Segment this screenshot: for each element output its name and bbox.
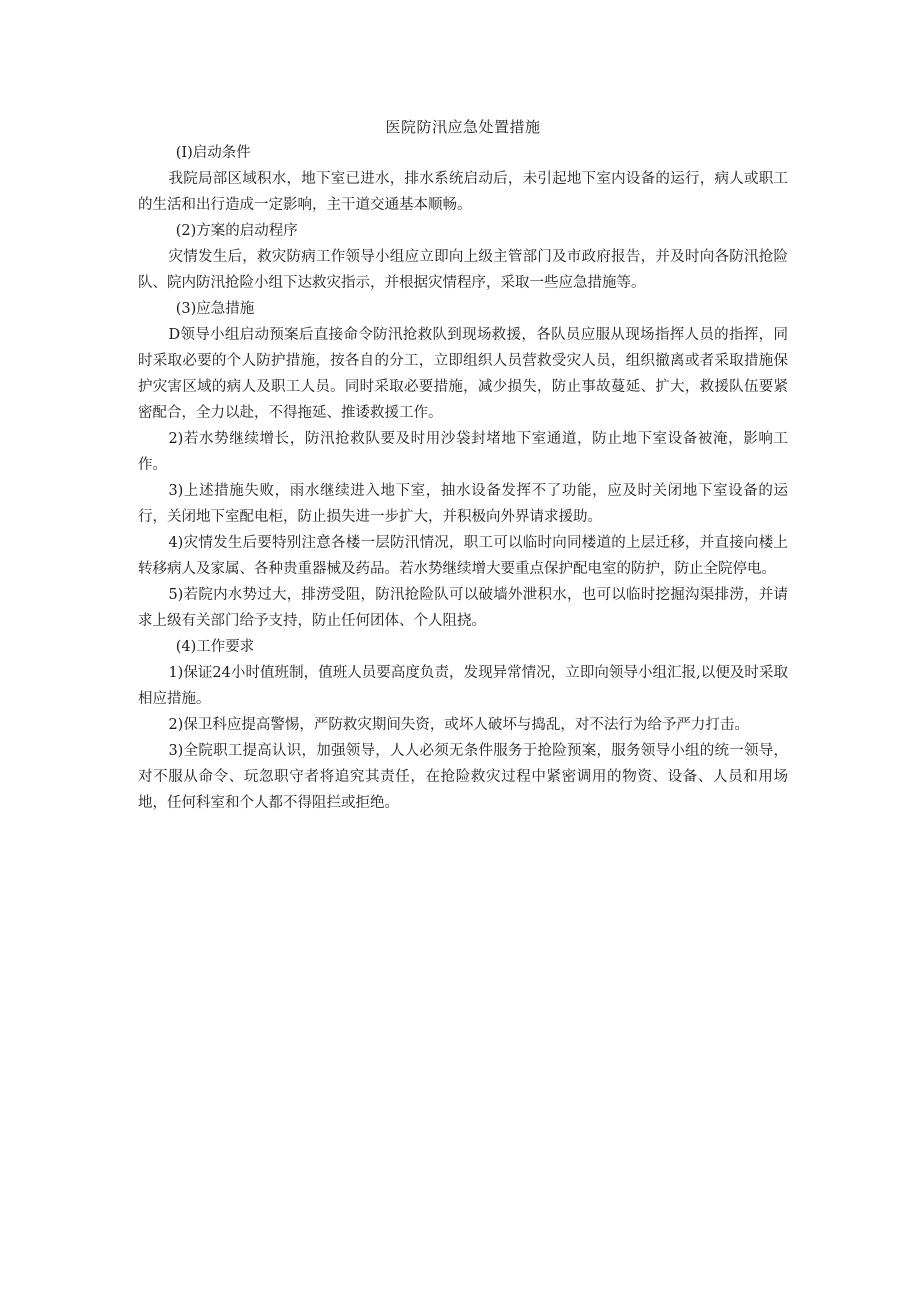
paragraph-startup-procedure: 灾情发生后，救灾防病工作领导小组应立即向上级主管部门及市政府报告，并及时向各防汛抢险队、院内防汛抢险小组下达救灾指示，并根据灾情程序，采取一些应急措施等。 xyxy=(138,249,788,291)
paragraph-requirement-2: 2)保卫科应提高警惕，严防救灾期间失资，或坏人破坏与捣乱，对不法行为给予严力打击。 xyxy=(168,717,749,733)
paragraph-measure-1: D领导小组启动预案后直接命令防汛抢救队到现场救援，各队员应服从现场指挥人员的指挥，同时采取必要的个人防护措施，按各自的分工，立即组织人员营救受灾人员，组织撤离或者采取措施保护灾害区域的病人及职工人员。同时采取必要措施，减少损失，防止事故蔓延、扩大，救援队伍要紧密配合，全力以赴，不得拖延、推诿救援工作。 xyxy=(138,327,788,421)
document-title: 医院防汛应急处置措施 xyxy=(385,118,541,136)
paragraph-start-conditions: 我院局部区域积水，地下室已进水，排水系统启动后，未引起地下室内设备的运行，病人或职工的生活和出行造成一定影响，主干道交通基本顺畅。 xyxy=(138,171,788,213)
section-heading-work-requirements: (4)工作要求 xyxy=(175,639,255,655)
section-heading-start-conditions: (I)启动条件 xyxy=(175,145,251,161)
section-heading-startup-procedure: (2)方案的启动程序 xyxy=(175,223,298,239)
section-heading-emergency-measures: (3)应急措施 xyxy=(175,301,255,317)
paragraph-measure-5: 5)若院内水势过大，排涝受阻，防汛抢险队可以破墙外泄积水，也可以临时挖掘沟渠排涝，并请求上级有关部门给予支持，防止任何团体、个人阻挠。 xyxy=(138,587,788,629)
paragraph-measure-4: 4)灾情发生后要特别注意各楼一层防汛情况，职工可以临时向同楼道的上层迁移，并直接向楼上转移病人及家属、各种贵重器械及药品。若水势继续增大要重点保护配电室的防护，防止全院停电。 xyxy=(138,535,788,577)
document-body xyxy=(138,114,788,816)
paragraph-measure-3: 3)上述措施失败，雨水继续进入地下室，抽水设备发挥不了功能，应及时关闭地下室设备的运行，关闭地下室配电柜，防止损失进一步扩大，并积极向外界请求援助。 xyxy=(138,483,788,525)
paragraph-requirement-3: 3)全院职工提高认识，加强领导，人人必须无条件服务于抢险预案，服务领导小组的统一领导，对不服从命令、玩忽职守者将追究其责任，在抢险救灾过程中紧密调用的物资、设备、人员和用场地，任何科室和个人都不得阻拦或拒绝。 xyxy=(138,743,788,811)
paragraph-requirement-1: 1)保证24小时值班制，值班人员要高度负责，发现异常情况，立即向领导小组汇报,以便及时采取相应措施。 xyxy=(138,665,788,707)
paragraph-measure-2: 2)若水势继续增长，防汛抢救队要及时用沙袋封堵地下室通道，防止地下室设备被淹，影响工作。 xyxy=(138,431,788,473)
